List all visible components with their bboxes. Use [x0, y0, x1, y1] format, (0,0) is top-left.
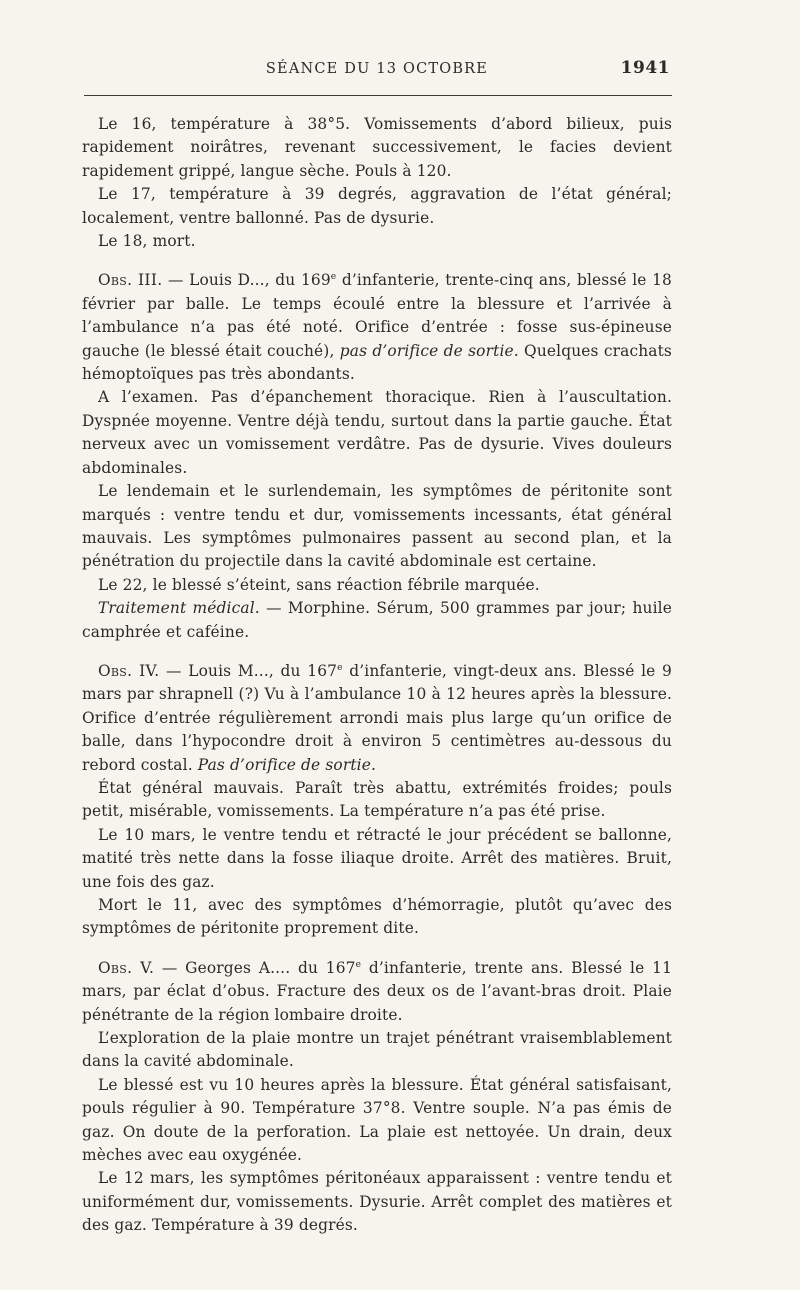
- document-page: [82, 0, 672, 1290]
- paragraph: Le blessé est vu 10 heures après la blessure. État général satisfaisant, pouls régulier à 90. Température 37°8. Ventre souple. N’a pas émis de gaz. On doute de la perforation. La plaie est nettoyée. Un drain, deux mèches avec eau oxygénée.: [82, 1075, 672, 1165]
- observation-text: d’infanterie, vingt-deux ans. Blessé le 9 mars par shrapnell (?) Vu à l’ambulance 10 à 12 heures après la blessure. Orifice d’entrée régulièrement arrondi mais plus large qu’un orifice de balle, dans l’hypocondre droit à environ 5 centimètres au-dessous du rebord costal.: [82, 661, 672, 774]
- paragraph: L’exploration de la plaie montre un trajet pénétrant vraisemblablement dans la cavité abdominale.: [82, 1029, 672, 1071]
- treatment-paragraph: [82, 597, 672, 644]
- running-title: SÉANCE DU 13 OCTOBRE: [265, 61, 489, 77]
- observation-text: — Louis M..., du 167: [159, 661, 338, 680]
- treatment-text: — Morphine. Sérum, 500 grammes par jour; huile camphrée et caféine.: [82, 599, 672, 641]
- treatment-label: Traitement médical.: [98, 599, 260, 618]
- italic-phrase: Pas d’orifice de sortie.: [197, 755, 377, 774]
- observation-text: — Georges A.... du 167: [154, 958, 356, 977]
- running-header: [82, 58, 672, 82]
- paragraph: Le lendemain et le surlendemain, les symptômes de péritonite sont marqués : ventre tendu et dur, vomissements incessants, état général mauvais. Les symptômes pulmonaires passent au second plan, et la pénétration du projectile dans la cavité abdominale est certaine.: [82, 482, 672, 571]
- ordinal-suffix: e: [355, 959, 362, 970]
- page-number: 1941: [620, 58, 670, 78]
- page-body: [82, 113, 672, 1238]
- observation-3-intro: [82, 269, 672, 386]
- observation-label: Obs. V.: [98, 958, 155, 977]
- italic-phrase: pas d’orifice de sortie.: [339, 341, 519, 360]
- observation-5-intro: [82, 957, 672, 1027]
- paragraph: Le 10 mars, le ventre tendu et rétracté le jour précédent se ballonne, matité très nette dans la fosse iliaque droite. Arrêt des matières. Bruit, une fois des gaz.: [82, 825, 672, 891]
- paragraph: Le 16, température à 38°5. Vomissements d’abord bilieux, puis rapidement noirâtres, revenant successivement, le facies devient rapidement grippé, langue sèche. Pouls à 120.: [82, 115, 672, 180]
- observation-label: Obs. III.: [98, 271, 163, 290]
- observation-label: Obs. IV.: [98, 661, 160, 680]
- ordinal-suffix: e: [330, 272, 337, 283]
- observation-4-intro: [82, 660, 672, 777]
- observation-text: d’infanterie, trente ans. Blessé le 11 mars, par éclat d’obus. Fracture des deux os de l’avant-bras droit. Plaie pénétrante de la région lombaire droite.: [82, 958, 673, 1024]
- paragraph: État général mauvais. Paraît très abattu, extrémités froides; pouls petit, misérable, vomissements. La température n’a pas été prise.: [82, 778, 672, 821]
- paragraph: Le 18, mort.: [98, 232, 196, 251]
- paragraph: Mort le 11, avec des symptômes d’hémorragie, plutôt qu’avec des symptômes de péritonite proprement dite.: [82, 896, 672, 938]
- paragraph: Le 17, température à 39 degrés, aggravation de l’état général; localement, ventre ballonné. Pas de dysurie.: [82, 185, 672, 227]
- paragraph: Le 12 mars, les symptômes péritonéaux apparaissent : ventre tendu et uniformément dur, vomissements. Dysurie. Arrêt complet des matières et des gaz. Température à 39 degrés.: [82, 1169, 672, 1235]
- observation-text: d’infanterie, trente-cinq ans, blessé le 18 février par balle. Le temps écoulé entre la blessure et l’arrivée à l’ambulance n’a pas été noté. Orifice d’entrée : fosse sus-épineuse gauche (le blessé était couché),: [82, 271, 672, 360]
- ordinal-suffix: e: [337, 662, 343, 673]
- header-rule: [84, 95, 672, 96]
- observation-text: — Louis D..., du 169: [162, 271, 331, 290]
- paragraph: Le 22, le blessé s’éteint, sans réaction fébrile marquée.: [98, 575, 540, 594]
- observation-text: Quelques crachats hémoptoïques pas très abondants.: [82, 341, 672, 384]
- paragraph: A l’examen. Pas d’épanchement thoracique. Rien à l’auscultation. Dyspnée moyenne. Ventre déjà tendu, surtout dans la partie gauche. État nerveux avec un vomissement verdâtre. Pas de dysurie. Vives douleurs abdominales.: [82, 388, 672, 477]
